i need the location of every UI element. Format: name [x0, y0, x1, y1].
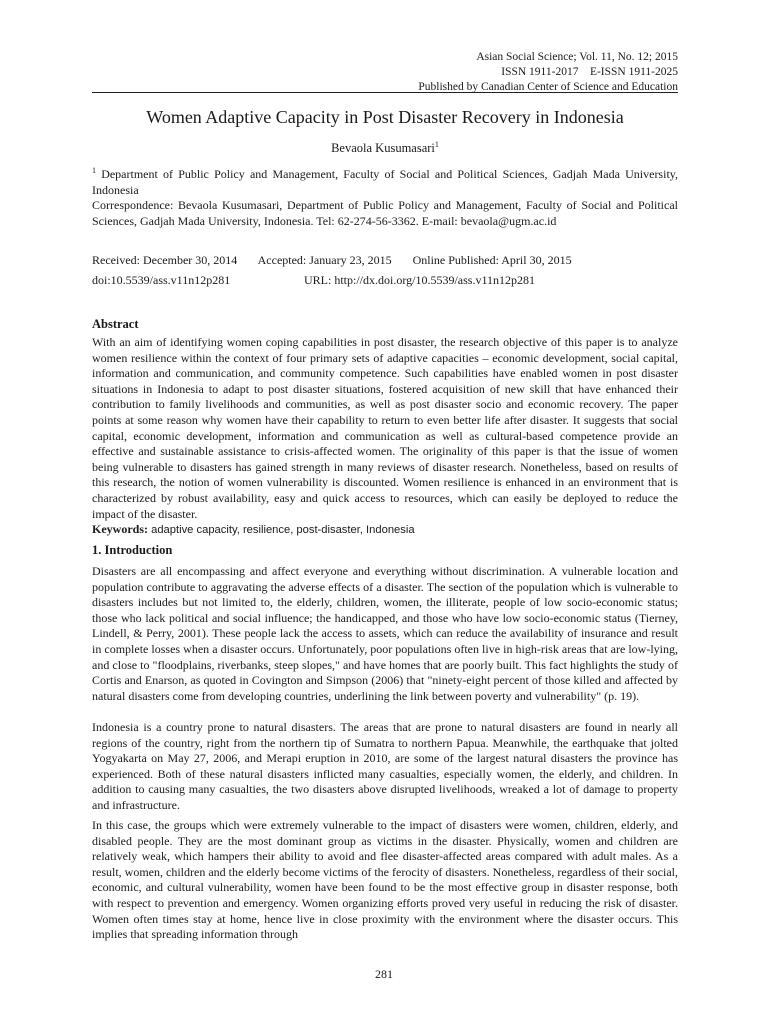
doi-line [92, 273, 678, 289]
page-number: 281 [375, 967, 393, 981]
url-link[interactable]: URL: http://dx.doi.org/10.5539/ass.v11n12p281 [304, 273, 536, 287]
author-name: Bevaola Kusumasari [331, 141, 435, 156]
body-paragraph: Indonesia is a country prone to natural disasters. The areas that are prone to natural disasters are found in nearly all regions of the country, right from the northern tip of Sumatra to northern Papua. Meanwhile, the earthquake that jolted Yogyakarta on May 27, 2006, and Merapi eruption in 2010, are some of the largest natural disasters the province has experienced. Both of these natural disasters inflicted many casualties, especially women, the elderly, and children. In addition to causing many casualties, the two disasters above disrupted livelihoods, wreaked a lot of damage to property and infrastructure. [92, 720, 678, 812]
received-date: Received: December 30, 2014 [92, 253, 238, 267]
correspondence: Correspondence: Bevaola Kusumasari, Department of Public Policy and Management, Faculty of Social and Political Sciences, Gadjah Mada University, Indonesia. Tel: 62-274-56-3362. E-mail: bevaola@ugm.ac.id [92, 198, 678, 228]
dates-line [92, 253, 678, 269]
author-line [92, 140, 678, 156]
accepted-date: Accepted: January 23, 2015 [257, 253, 392, 267]
affiliation-text: Department of Public Policy and Management, Faculty of Social and Political Sciences, Gadjah Mada University, Indonesia [92, 167, 678, 197]
header-rule [92, 92, 678, 93]
affiliation [92, 163, 678, 198]
paper-title: Women Adaptive Capacity in Post Disaster Recovery in Indonesia [146, 107, 624, 127]
publisher-line: Published by Canadian Center of Science and Education [418, 81, 678, 93]
body-paragraph: In this case, the groups which were extremely vulnerable to the impact of disasters were women, children, elderly, and disabled people. They are the most dominant group as victims in the disaster. Physically, women and children are relatively weak, which hampers their ability to avoid and flee disaster-affected areas compared with adult males. As a result, women, children and the elderly become victims of the ferocity of disasters. Nonetheless, regardless of their social, economic, and cultural vulnerability, women have been found to be the most effective group in disaster response, both with respect to prevention and emergency. Women organizing efforts proved very useful in reducing the risk of disaster. Women often times stay at home, hence live in close proximity with the environment where the disaster occurs. This implies that spreading information through [92, 818, 678, 942]
author-superscript: 1 [434, 140, 439, 149]
abstract-text: With an aim of identifying women coping capabilities in post disaster, the research objective of this paper is to analyze women resilience within the context of four primary sets of adaptive capacities – economic development, social capital, information and communication, and community competence. Such capabilities have enabled women in post disaster situations in Indonesia to adapt to post disaster situations, fostered acquisition of new skill that have enhanced their contribution to family livelihoods and communities, as well as post disaster socio and economic recovery. The paper points at some reason why women have their capability to return to even better life after disaster. It suggests that social capital, economic development, information and communication as well as cultural-based competence provide an effective and sustainable assistance to crisis-affected women. The originality of this paper is that the issue of women being vulnerable to disasters has gained strength in many reviews of disaster research. Nonetheless, based on results of this research, the notion of women vulnerability is discounted. Women resilience is enhanced in an environment that is characterized by robust availability, easy and quick access to resources, which can easily be deployed to reduce the impact of the disaster. [92, 335, 678, 521]
section-heading: 1. Introduction [92, 543, 173, 557]
published-date: Online Published: April 30, 2015 [412, 253, 572, 267]
journal-citation: Asian Social Science; Vol. 11, No. 12; 2015 [476, 51, 678, 63]
body-paragraph: Disasters are all encompassing and affect everyone and everything without discrimination. A vulnerable location and population contribute to aggravating the adverse effects of a disaster. The section of the population which is vulnerable to disasters includes but not limited to, the elderly, children, women, the illiterate, people of low socio-economic status; those who lack political and social influence; the handicapped, and those who have low socio-economic status (Tierney, Lindell, & Perry, 2001). These people lack the access to assets, which can reduce the availability of insurance and result in complete losses when a disaster occurs. Unfortunately, poor populations often live in high-risk areas that are low-lying, and close to "floodplains, riverbanks, steep slopes," and have homes that are poorly built. This fact highlights the study of Cortis and Enarson, as quoted in Covington and Simpson (2006) that "ninety-eight percent of those killed and affected by natural disasters come from developing countries, underlining the link between poverty and vulnerability" (p. 19). [92, 564, 678, 703]
affiliation-superscript: 1 [92, 166, 96, 175]
abstract-heading: Abstract [92, 317, 139, 331]
keywords-label: Keywords: [92, 522, 148, 536]
keywords [92, 522, 678, 539]
journal-header [418, 50, 678, 95]
doi: doi:10.5539/ass.v11n12p281 [92, 273, 231, 287]
keywords-text: adaptive capacity, resilience, post-disaster, Indonesia [148, 524, 415, 536]
issn-line: ISSN 1911-2017 E-ISSN 1911-2025 [501, 66, 678, 78]
